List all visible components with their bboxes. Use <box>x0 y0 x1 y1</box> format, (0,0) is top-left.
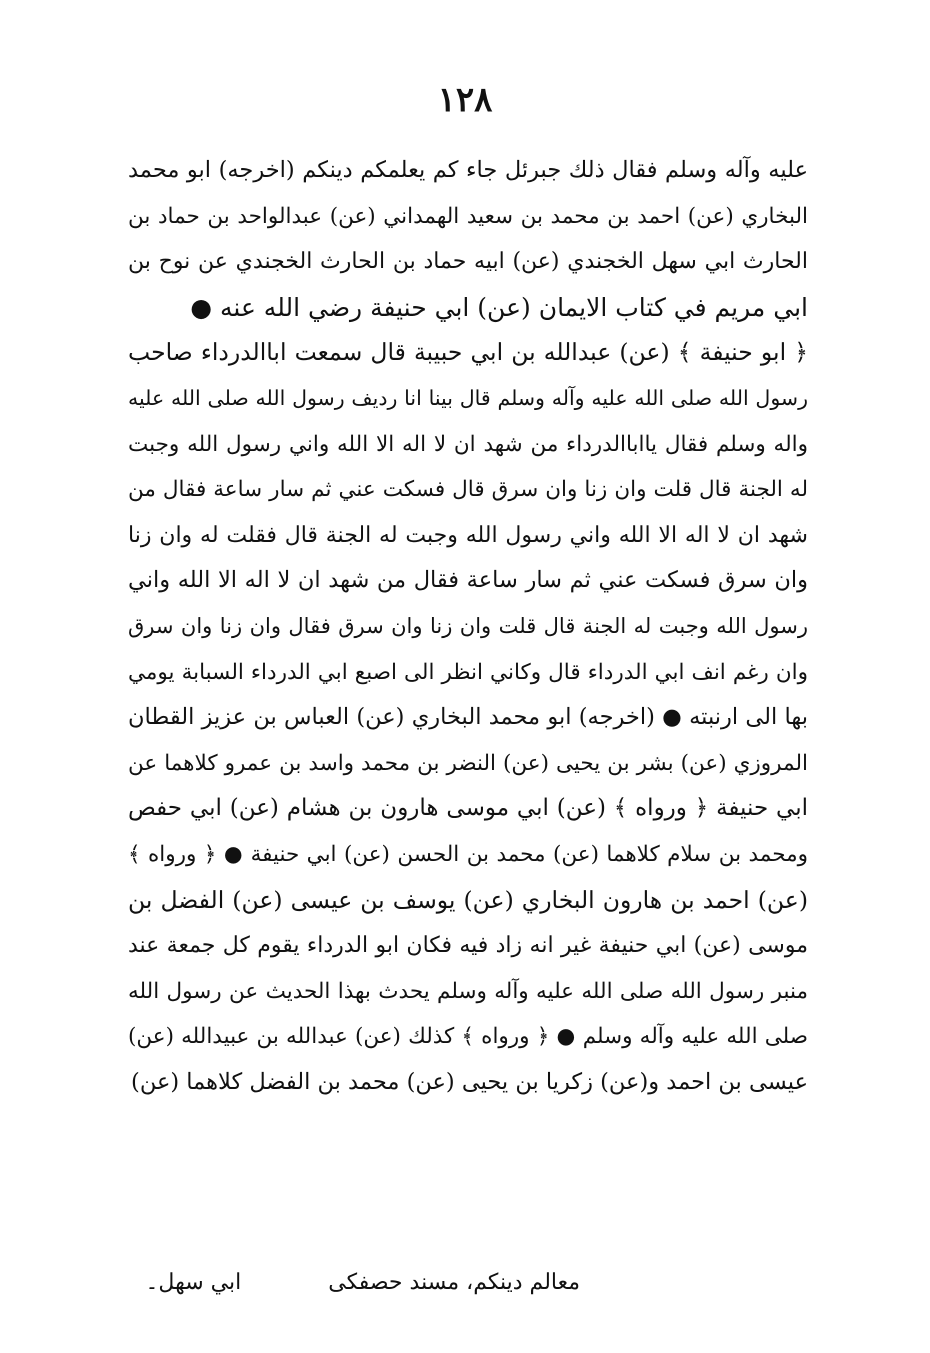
text-line: رسول الله صلى الله عليه وآله وسلم قال بينا انا رديف رسول الله صلى الله عليه <box>128 385 808 410</box>
text-line: وان سرق فسكت عني ثم سار ساعة فقال من شهد ان لا اله الا الله واني <box>128 567 808 594</box>
text-line: الحارث ابي سهل الخجندي (عن) ابيه حماد بن الحارث الخجندي عن نوح بن <box>128 249 808 275</box>
text-line: ابي مريم في كتاب الايمان (عن) ابي حنيفة رضي الله عنه ● <box>190 292 808 322</box>
text-line: منبر رسول الله صلى الله عليه وآله وسلم يحدث بهذا الحديث عن رسول الله <box>128 978 808 1004</box>
text-line: واله وسلم فقال يااباالدرداء من شهد ان لا اله الا الله واني رسول الله وجبت <box>128 431 808 457</box>
text-line: وان رغم انف ابي الدرداء قال وكاني انظر الى اصبع ابي الدرداء السبابة يومي <box>128 659 808 685</box>
text-line: موسى (عن) ابي حنيفة غير انه زاد فيه فكان ابو الدرداء يقوم كل جمعة عند <box>128 933 808 959</box>
text-line: المروزي (عن) بشر بن يحيى (عن) النضر بن محمد واسد بن عمرو كلاهما عن <box>128 750 808 776</box>
text-line: عيسى بن احمد و(عن) زكريا بن يحيى (عن) محمد بن الفضل كلاهما (عن) <box>131 1068 808 1095</box>
footnotes <box>145 1268 580 1298</box>
text-line: له الجنة قال قلت وان زنا وان سرق قال فسكت عني ثم سار ساعة فقال من <box>128 477 808 503</box>
text-line: صلى الله عليه وآله وسلم ● ﴿ ورواه ﴾ كذلك (عن) عبدالله بن عبيدالله (عن) <box>128 1024 808 1050</box>
text-line: البخاري (عن) احمد بن محمد بن سعيد الهمداني (عن) عبدالواحد بن حماد بن <box>128 203 808 229</box>
text-line: رسول الله وجبت له الجنة قال قلت وان زنا وان سرق فقال وان زنا وان سرق <box>128 613 808 638</box>
text-line: شهد ان لا اله الا الله واني رسول الله وجبت له الجنة قال فقلت له وان زنا <box>128 522 808 548</box>
text-line: ومحمد بن سلام كلاهما (عن) محمد بن الحسن (عن) ابي حنيفة ● ﴿ ورواه ﴾ <box>128 841 808 867</box>
text-line: (عن) احمد بن هارون البخاري (عن) يوسف بن عيسى (عن) الفضل بن <box>128 885 808 914</box>
text-line: ابي حنيفة ﴿ ورواه ﴾ (عن) ابي موسى هارون بن هشام (عن) ابي حفص <box>128 795 808 822</box>
footnote-b: ابي سهل۔ <box>145 1270 242 1295</box>
main-text <box>128 148 808 1105</box>
text-line: بها الى ارنبته ● (اخرجه) ابو محمد البخاري (عن) العباس بن عزيز القطان <box>128 704 808 731</box>
text-line: عليه وآله وسلم فقال ذلك جبرئل جاء كم يعلمكم دينكم (اخرجه) ابو محمد <box>128 157 808 183</box>
text-line: ﴿ ابو حنيفة ﴾ (عن) عبدالله بن ابي حبيبة قال سمعت اباالدرداء صاحب <box>128 338 808 367</box>
footnote-a: معالم دينكم، مسند حصفكى <box>328 1270 580 1295</box>
page-number: ١٢٨ <box>437 80 493 120</box>
